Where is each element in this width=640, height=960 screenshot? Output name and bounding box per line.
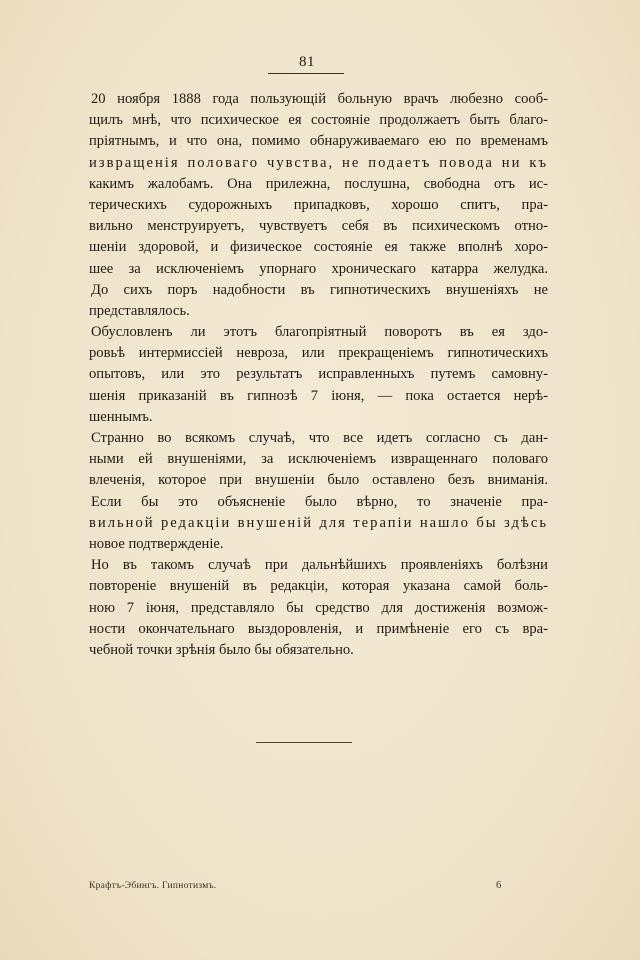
text-line: пріятнымъ, и что она, помимо обнаруживаемаго ею по временамъ: [89, 133, 548, 150]
paragraph-1: [89, 89, 548, 280]
header-rule: [268, 73, 344, 74]
text-line: шенія приказаній въ гипнозѣ 7 іюня, — пока остается нерѣ-: [89, 387, 548, 404]
paragraph-6: [89, 555, 548, 661]
text-line: представлялось.: [89, 302, 190, 319]
text-line: щилъ мнѣ, что психическое ея состояніе продолжаетъ быть благо-: [89, 112, 548, 129]
text-line: 20 ноября 1888 года пользующій больную врачъ любезно сооб-: [91, 91, 548, 107]
text-line: шее за исключеніемъ упорнаго хроническаго катарра желудка.: [89, 260, 548, 277]
page-number: 81: [299, 54, 315, 70]
text-line: Обусловленъ ли этотъ благопріятный поворотъ въ ея здо-: [91, 324, 548, 341]
text-line: ными ей внушеніями, за исключеніемъ извращеннаго половаго: [89, 451, 548, 468]
text-line: вильной редакціи внушеній для терапіи нашло бы здѣсь: [89, 514, 548, 531]
text-line: извращенія половаго чувства, не подаетъ повода ни къ: [89, 154, 548, 171]
text-line: До сихъ поръ надобности въ гипнотическихъ внушеніяхъ не: [91, 281, 548, 298]
paragraph-4: [89, 428, 548, 492]
text-line: влеченія, которое при внушеніи было оставлено безъ вниманія.: [89, 472, 548, 489]
text-line: Если бы это объясненіе было вѣрно, то значеніе пра-: [91, 493, 548, 510]
text-line: ровьѣ интермиссіей невроза, или прекращеніемъ гипнотическихъ: [89, 345, 548, 362]
text-line: повтореніе внушеній въ редакціи, которая указана самой боль-: [89, 578, 548, 595]
paragraph-5: [89, 492, 548, 556]
body-text: [89, 89, 548, 661]
section-end-rule: [256, 742, 352, 743]
paragraph-3: [89, 322, 548, 428]
paragraph-2: [89, 280, 548, 322]
text-line: опытовъ, или это результатъ исправленныхъ путемъ самовну-: [89, 366, 548, 383]
text-line: чебной точки зрѣнія было бы обязательно.: [89, 641, 354, 658]
text-line: Но въ такомъ случаѣ при дальнѣйшихъ проявленіяхъ болѣзни: [91, 557, 548, 574]
footer-signature: Крафтъ-Эбингъ. Гипнотизмъ.: [89, 881, 217, 891]
text-line: вильно менструируетъ, чувствуетъ себя въ психическомъ отно-: [89, 218, 548, 235]
text-line: ности окончательнаго выздоровленія, и примѣненіе его съ вра-: [89, 620, 548, 637]
text-line: какимъ жалобамъ. Она прилежна, послушна, свободна отъ ис-: [89, 175, 548, 192]
text-line: шеніи здоровой, и физическое состояніе ея также вполнѣ хоро-: [89, 239, 548, 256]
text-line: новое подтвержденіе.: [89, 535, 224, 552]
text-line: ною 7 іюня, представляло бы средство для достиженія возмож-: [89, 599, 548, 616]
text-line: терическихъ судорожныхъ припадковъ, хорошо спитъ, пра-: [89, 196, 548, 213]
text-line: Странно во всякомъ случаѣ, что все идетъ согласно съ дан-: [91, 430, 548, 446]
footer-sheet-number: 6: [496, 880, 502, 891]
text-line: шеннымъ.: [89, 408, 153, 425]
